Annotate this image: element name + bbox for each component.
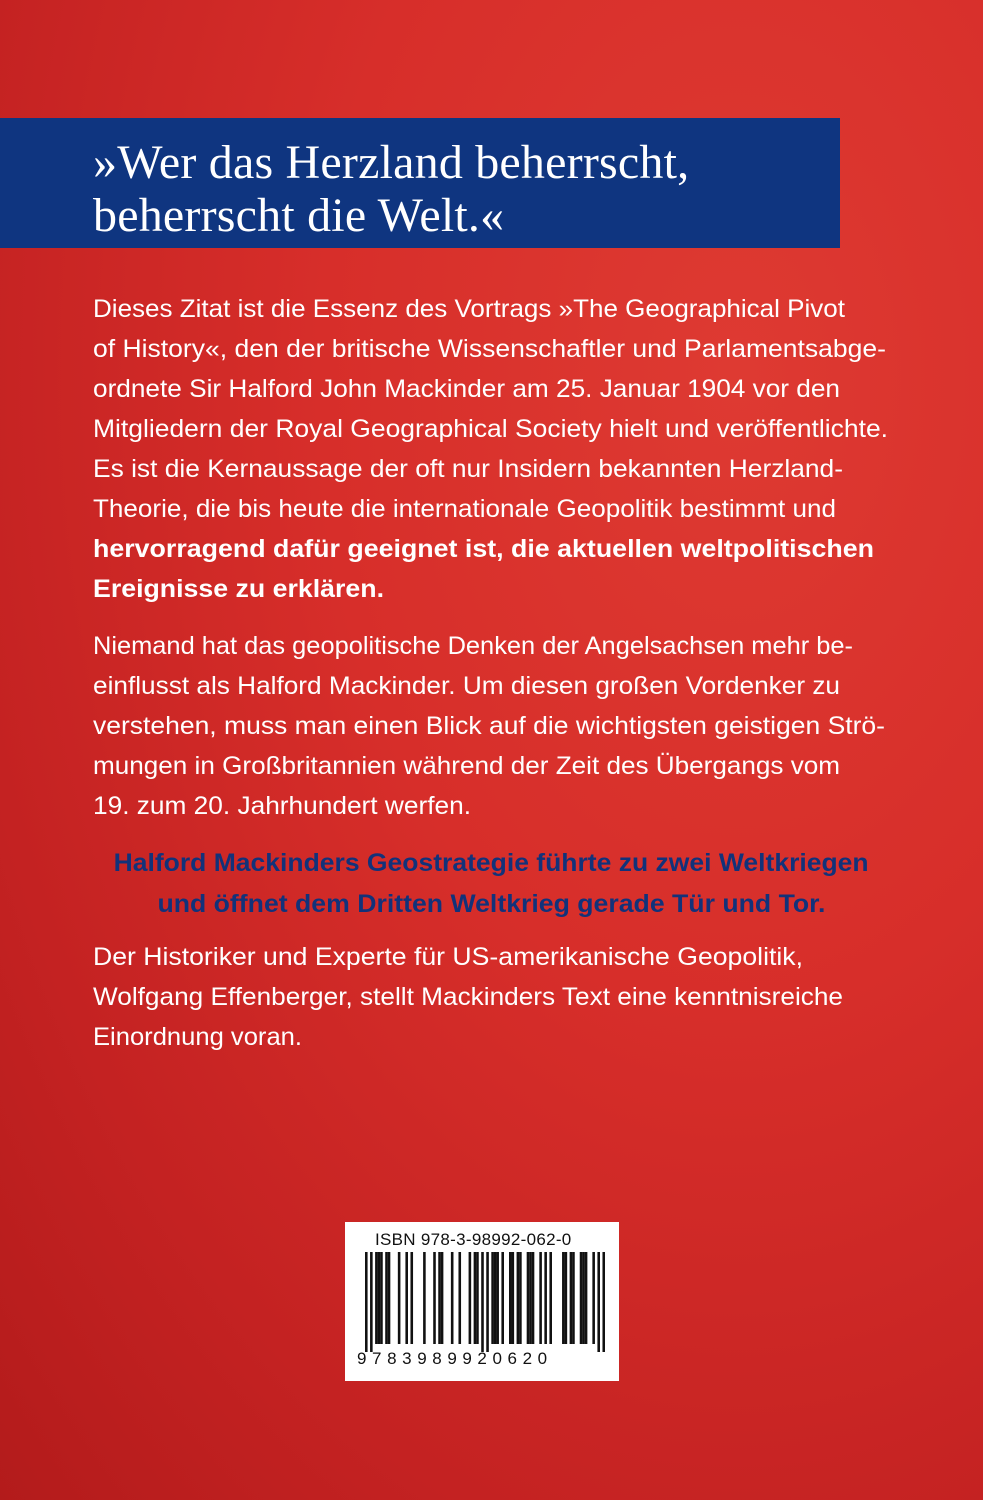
paragraph-3-line: Einordnung voran. [93, 1023, 302, 1051]
intro-line: Theorie, die bis heute die internationale Geopolitik bestimmt und [93, 495, 836, 523]
barcode-bar [410, 1252, 413, 1344]
barcode-bar [602, 1252, 605, 1352]
quote-banner [0, 118, 840, 248]
highlight-line [0, 884, 983, 925]
paragraph-3-line: Der Historiker und Experte für US-amerikanische Geopolitik, [93, 943, 803, 971]
intro-paragraph [93, 289, 893, 609]
barcode-bar [597, 1252, 600, 1352]
paragraph-2-line: mungen in Großbritannien während der Zeit des Übergangs vom [93, 752, 840, 780]
barcode-bar [433, 1252, 436, 1344]
barcode-bar [539, 1252, 542, 1344]
barcode-bar [580, 1252, 583, 1344]
intro-line: ordnete Sir Halford John Mackinder am 25. Januar 1904 vor den [93, 375, 841, 403]
barcode-bar [370, 1252, 373, 1352]
barcode-bar [388, 1252, 391, 1344]
paragraph-2-line: 19. zum 20. Jahrhundert werfen. [93, 792, 471, 820]
paragraph-2 [93, 626, 893, 826]
barcode-bar [562, 1252, 565, 1344]
barcode-bar [451, 1252, 454, 1344]
barcode-bar [512, 1252, 515, 1344]
intro-line: Es ist die Kernaussage der oft nur Insidern bekannten Herzland- [93, 455, 843, 483]
barcode-bar [585, 1252, 588, 1344]
barcode-bar [405, 1252, 408, 1344]
barcode-bar [592, 1252, 595, 1344]
barcode-bar [375, 1252, 378, 1344]
barcode-bar [481, 1252, 484, 1352]
paragraph-2-line: einflusst als Halford Mackinder. Um diesen großen Vordenker zu [93, 672, 840, 700]
barcode-bar [572, 1252, 575, 1344]
barcode-bar [476, 1252, 479, 1344]
barcode-bar [474, 1252, 477, 1344]
barcode-bar [398, 1252, 401, 1344]
barcode-bar [549, 1252, 552, 1344]
highlight-quote [0, 843, 983, 925]
paragraph-2-line: Niemand hat das geopolitische Denken der Angelsachsen mehr be- [93, 632, 853, 660]
ean-digits: 9783989920620 [357, 1349, 553, 1368]
barcode-bar [385, 1252, 388, 1344]
barcode-bar [458, 1252, 461, 1344]
barcode-bar [491, 1252, 494, 1344]
highlight-line [0, 843, 983, 884]
barcode-bar [544, 1252, 547, 1344]
intro-line: of History«, den der britische Wissenschaftler und Parlamentsabge- [93, 335, 886, 363]
intro-bold-line: hervorragend dafür geeignet ist, die aktuellen weltpolitischen [93, 535, 874, 563]
barcode-bar [441, 1252, 444, 1344]
barcode-bar [469, 1252, 472, 1344]
quote-line-1: »Wer das Herzland beherrscht, [93, 136, 690, 189]
barcode-bar [529, 1252, 532, 1344]
barcode-bar [527, 1252, 530, 1344]
barcode-bar [509, 1252, 512, 1344]
barcode-bar [380, 1252, 383, 1344]
barcode-bar [501, 1252, 504, 1344]
isbn-label: ISBN 978-3-98992-062-0 [375, 1230, 572, 1249]
barcode-bar [494, 1252, 497, 1344]
intro-bold-line: Ereignisse zu erklären. [93, 575, 384, 603]
highlight-line-text: Halford Mackinders Geostrategie führte zu zwei Weltkriegen [114, 849, 869, 877]
quote-line-2: beherrscht die Welt.« [93, 189, 505, 242]
barcode-bar [582, 1252, 585, 1344]
barcode-bar [486, 1252, 489, 1352]
highlight-line-text: und öffnet dem Dritten Weltkrieg gerade Tür und Tor. [157, 890, 826, 918]
paragraph-2-line: verstehen, muss man einen Blick auf die wichtigsten geistigen Strö- [93, 712, 885, 740]
barcode-bar [565, 1252, 568, 1344]
paragraph-3-line: Wolfgang Effenberger, stellt Mackinders Text eine kenntnisreiche [93, 983, 843, 1011]
barcode-bars [365, 1252, 605, 1352]
isbn-barcode [345, 1222, 619, 1381]
intro-line: Dieses Zitat ist die Essenz des Vortrags »The Geographical Pivot [93, 295, 846, 323]
barcode-bar [365, 1252, 368, 1352]
barcode-bar [532, 1252, 535, 1344]
paragraph-3 [93, 937, 893, 1057]
barcode-bar [570, 1252, 573, 1344]
barcode-bar [519, 1252, 522, 1344]
intro-line: Mitgliedern der Royal Geographical Society hielt und veröffentlichte. [93, 415, 889, 443]
barcode-bar [378, 1252, 381, 1344]
barcode-bar [517, 1252, 520, 1344]
barcode-bar [496, 1252, 499, 1344]
barcode-bar [423, 1252, 426, 1344]
barcode-bar [438, 1252, 441, 1344]
